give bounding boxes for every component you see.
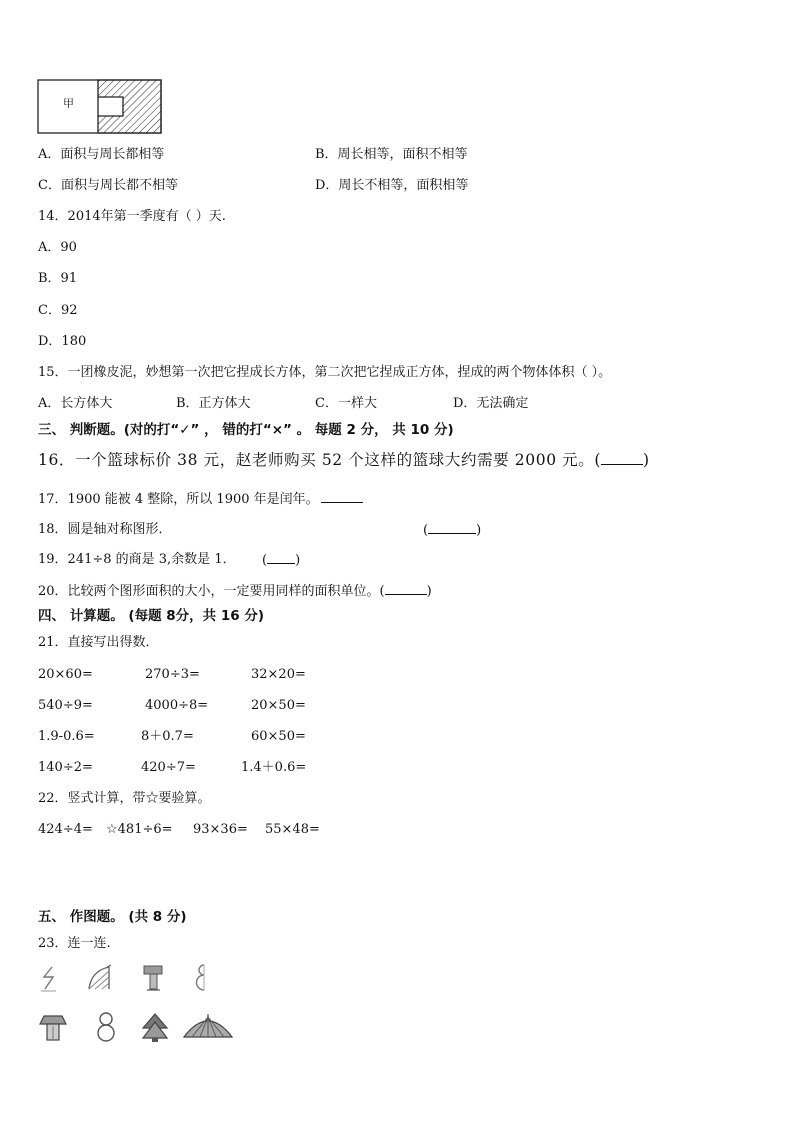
- section3-title: 三、 判断题。(对的打“✓” ， 错的打“×” 。 每题 2 分， 共 10 分): [38, 422, 454, 438]
- q17-text: 17．1900 能被 4 整除，所以 1900 年是闰年。: [38, 492, 319, 507]
- section5-title: 五、 作图题。 (共 8 分): [38, 909, 187, 925]
- mushroom-icon[interactable]: [38, 1012, 68, 1044]
- q23-stem: 23．连一连.: [38, 936, 111, 951]
- snowman-icon[interactable]: [94, 1011, 118, 1043]
- q18-answer-blank[interactable]: [428, 521, 476, 534]
- q17-answer-blank[interactable]: [321, 490, 363, 503]
- partial-snowman-icon[interactable]: [194, 963, 212, 993]
- q14-option-c[interactable]: C．92: [38, 303, 78, 318]
- q20-answer-blank[interactable]: [385, 582, 427, 595]
- q19-close: ): [295, 553, 301, 568]
- q14-stem: 14．2014年第一季度有（ ）天.: [38, 209, 226, 224]
- q13-option-a[interactable]: A．面积与周长都相等: [38, 147, 165, 162]
- q20-row: [38, 582, 432, 601]
- q19-answer: [262, 551, 300, 570]
- q14-option-b[interactable]: B．91: [38, 271, 78, 286]
- umbrella-icon[interactable]: [182, 1013, 234, 1043]
- q18-text: 18．圆是轴对称图形．: [38, 522, 172, 537]
- section4-title: 四、 计算题。 (每题 8分，共 16 分): [38, 608, 265, 624]
- q13-option-c[interactable]: C．面积与周长都不相等: [38, 178, 178, 193]
- q15-option-a[interactable]: A．长方体大: [38, 396, 113, 411]
- q15-option-b[interactable]: B．正方体大: [176, 396, 251, 411]
- q20-close: ): [426, 584, 432, 599]
- q17-row: [38, 490, 363, 509]
- q22-item: 93×36=: [193, 822, 248, 837]
- partial-mushroom-icon[interactable]: [141, 963, 165, 993]
- q21-item: 420÷7=: [141, 760, 196, 775]
- q14-option-a[interactable]: A．90: [38, 240, 77, 255]
- q22-stem: 22．竖式计算，带☆要验算。: [38, 791, 211, 806]
- q19-text: 19．241÷8 的商是 3,余数是 1．: [38, 552, 236, 567]
- q21-item: 270÷3=: [145, 667, 200, 682]
- q21-item: 1.9-0.6=: [38, 729, 95, 744]
- q18-open: (: [423, 523, 429, 538]
- q15-stem: 15．一团橡皮泥，妙想第一次把它捏成长方体，第二次把它捏成正方体，捏成的两个物体体积（ ）。: [38, 365, 612, 380]
- q16-close: ): [643, 451, 650, 469]
- q21-item: 1.4＋0.6=: [241, 760, 307, 775]
- q22-item: 424÷4=: [38, 822, 93, 837]
- q21-item: 8＋0.7=: [141, 729, 194, 744]
- figure-label: 甲: [63, 97, 74, 110]
- q19-answer-blank[interactable]: [267, 551, 295, 564]
- q21-item: 32×20=: [251, 667, 306, 682]
- partial-umbrella-icon[interactable]: [85, 963, 115, 993]
- q18-close: ): [476, 523, 482, 538]
- q16-text: 16．一个篮球标价 38 元，赵老师购买 52 个这样的篮球大约需要 2000 元。(: [38, 451, 602, 469]
- q21-stem: 21．直接写出得数．: [38, 635, 159, 650]
- q13-figure: [37, 79, 164, 137]
- q16-answer-blank[interactable]: [601, 452, 643, 465]
- q18-answer: [423, 521, 481, 540]
- q22-item: ☆481÷6=: [106, 822, 173, 837]
- stacked-figure-icon[interactable]: [140, 1012, 170, 1044]
- q13-option-b[interactable]: B．周长相等，面积不相等: [315, 147, 468, 162]
- q20-text: 20．比较两个图形面积的大小，一定要用同样的面积单位。(: [38, 584, 385, 599]
- q19-open: (: [262, 553, 268, 568]
- q21-item: 20×50=: [251, 698, 306, 713]
- q14-option-d[interactable]: D．180: [38, 334, 87, 349]
- q21-item: 140÷2=: [38, 760, 93, 775]
- q21-item: 540÷9=: [38, 698, 93, 713]
- q21-item: 60×50=: [251, 729, 306, 744]
- q21-item: 20×60=: [38, 667, 93, 682]
- q16-row: [38, 451, 650, 469]
- q15-option-c[interactable]: C．一样大: [315, 396, 377, 411]
- q22-item: 55×48=: [265, 822, 320, 837]
- q21-item: 4000÷8=: [145, 698, 209, 713]
- q13-option-d[interactable]: D．周长不相等，面积相等: [315, 178, 469, 193]
- partial-figure-zigzag-icon[interactable]: [38, 964, 62, 994]
- q15-option-d[interactable]: D．无法确定: [453, 396, 529, 411]
